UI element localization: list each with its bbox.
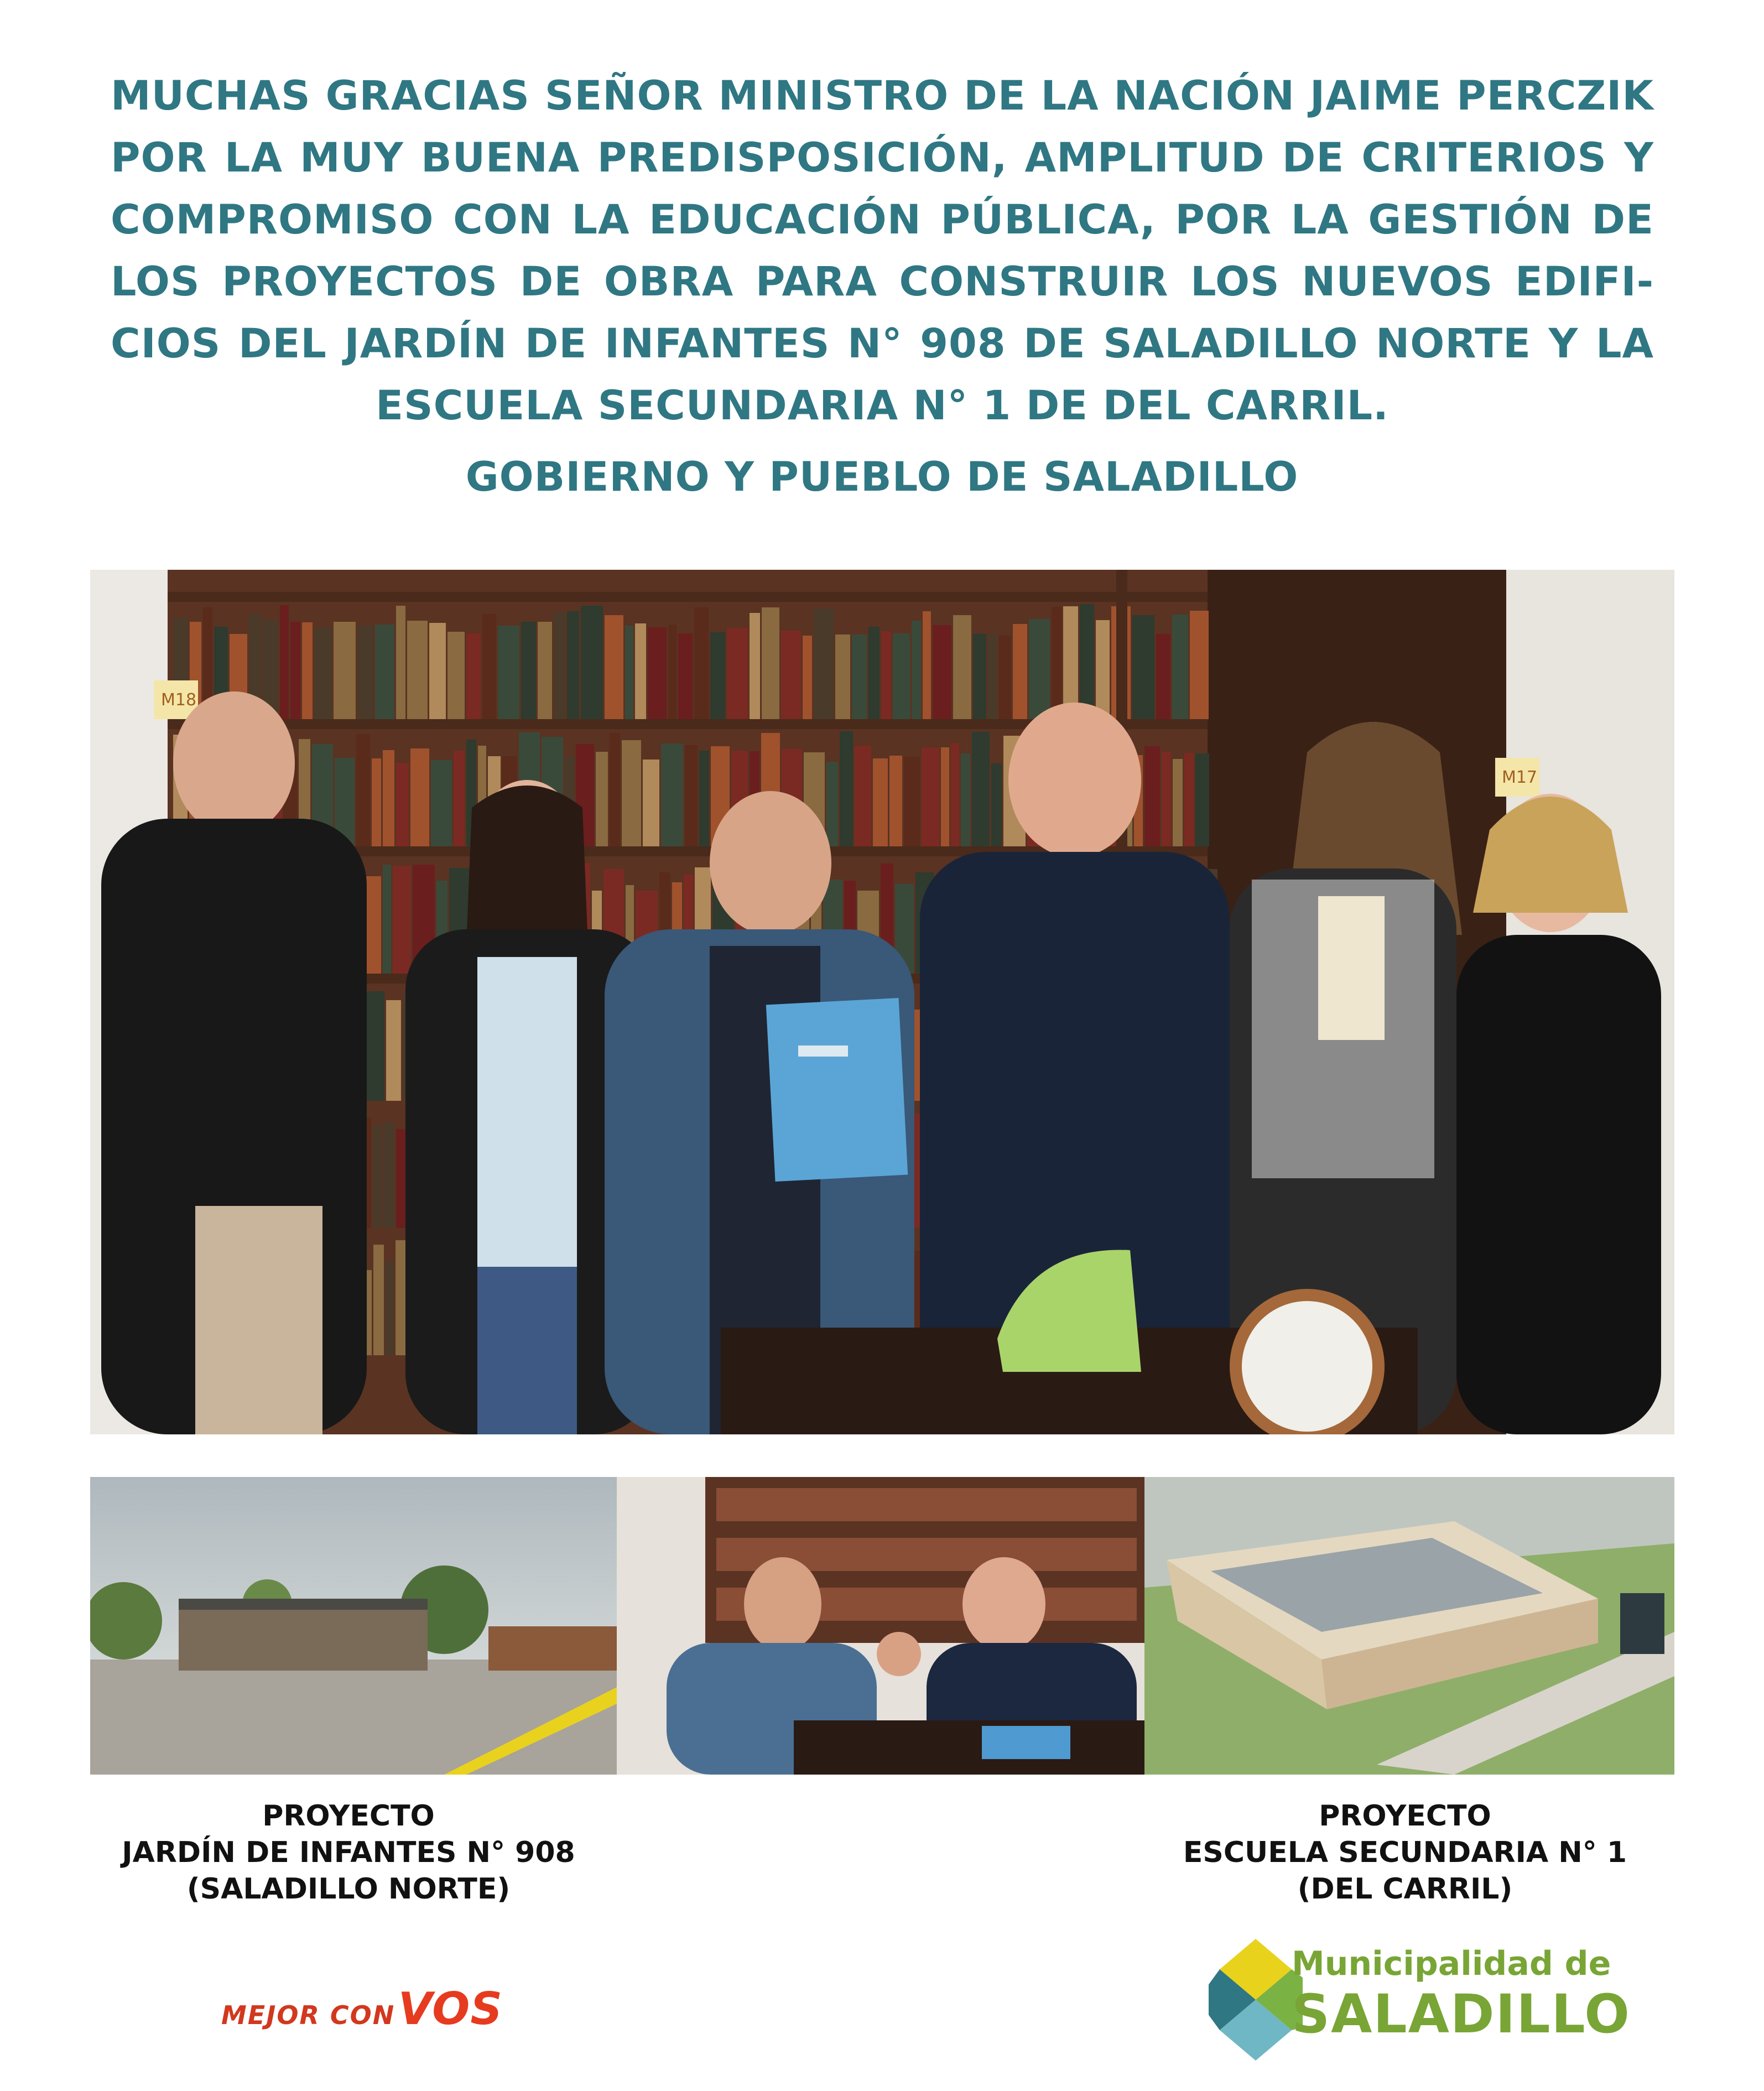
book-spine (814, 608, 834, 719)
book-spine (1184, 753, 1194, 846)
book-spine (302, 622, 313, 719)
book-spine (410, 748, 429, 846)
book-spine (694, 607, 709, 719)
book-spine (635, 623, 646, 719)
book-spine (372, 758, 381, 846)
book-spine (727, 628, 748, 719)
book-spine (396, 606, 405, 719)
book-spine (357, 626, 373, 719)
caption-line: ESCUELA SECUNDARIA N° 1 (1183, 1836, 1627, 1869)
book-spine (951, 743, 959, 846)
book-spine (373, 1245, 384, 1355)
caption-line: (DEL CARRIL) (1297, 1872, 1513, 1906)
book-spine (855, 746, 871, 846)
book-spine (396, 763, 409, 846)
book-spine (386, 1000, 401, 1101)
book-spine (941, 747, 949, 846)
book-spine (933, 625, 951, 719)
book-spine (999, 636, 1011, 719)
headline-line: MUCHAS GRACIAS SEÑOR MINISTRO DE LA NACIÓN JAIME PERCZIK (111, 72, 1654, 119)
book-spine (314, 627, 332, 719)
book-spine (1162, 752, 1171, 846)
book-spine (383, 750, 394, 846)
municipality-logo (1209, 1939, 1631, 2066)
book-spine (280, 605, 289, 719)
book-spine (922, 747, 939, 846)
book-spine (750, 613, 760, 719)
secondary-school-render-photo (1144, 1477, 1674, 1775)
book-spine (334, 622, 356, 719)
book-spine (893, 633, 910, 719)
book-spine (699, 751, 709, 846)
book-spine (365, 991, 384, 1101)
book-spine (1096, 620, 1110, 719)
book-spine (972, 732, 990, 846)
book-spine (567, 611, 579, 719)
shelf-label: M18 (161, 690, 197, 710)
signature: GOBIERNO Y PUEBLO DE SALADILLO (465, 454, 1299, 501)
book-spine (383, 865, 391, 974)
book-spine (923, 611, 931, 719)
main-photo (90, 570, 1674, 1434)
book-spine (1144, 746, 1160, 846)
book-spine (366, 876, 381, 974)
handshake-photo (617, 1477, 1144, 1775)
book-spine (581, 606, 603, 719)
book-spine (386, 1261, 394, 1355)
book-spine (1080, 604, 1094, 719)
caption-secondary-school (1128, 1798, 1682, 1907)
book-spine (991, 763, 1002, 846)
book-spine (852, 634, 867, 719)
book-spine (1029, 619, 1050, 719)
caption-line: JARDÍN DE INFANTES N° 908 (122, 1836, 575, 1869)
book-spine (466, 633, 481, 719)
book-spine (988, 634, 997, 719)
shelf-label: M17 (1502, 768, 1538, 787)
headline-line: COMPROMISO CON LA EDUCACIÓN PÚBLICA, POR LA GESTIÓN DE (111, 196, 1654, 243)
slogan-part: VOS (398, 1983, 503, 2035)
slogan-logo (221, 1983, 503, 2033)
book-spine (1190, 611, 1209, 719)
book-spine (1052, 607, 1061, 719)
book-spine (538, 622, 552, 719)
book-spine (431, 760, 452, 846)
caption-line: PROYECTO (1319, 1799, 1491, 1833)
book-spine (668, 625, 677, 719)
book-spine (881, 631, 891, 719)
kindergarten-render-photo (90, 1477, 617, 1775)
book-spine (648, 627, 667, 719)
book-spine (1173, 759, 1183, 846)
book-spine (868, 627, 880, 719)
book-spine (454, 751, 465, 846)
headline (111, 65, 1654, 437)
book-spine (762, 607, 779, 719)
book-spine (973, 634, 986, 719)
book-spine (407, 621, 428, 719)
logo-line: SALADILLO (1292, 1983, 1631, 2045)
book-spine (429, 623, 446, 719)
book-spine (605, 615, 623, 719)
book-spine (873, 758, 888, 846)
book-spine (625, 626, 633, 719)
book-spine (498, 626, 519, 719)
caption-line: PROYECTO (262, 1799, 435, 1833)
book-spine (447, 632, 465, 719)
book-spine (912, 621, 921, 719)
book-spine (661, 743, 683, 846)
book-spine (521, 622, 536, 719)
book-spine (889, 756, 902, 846)
book-spine (710, 632, 725, 719)
book-spine (290, 622, 300, 719)
caption-line: (SALADILLO NORTE) (186, 1872, 511, 1906)
book-spine (482, 614, 496, 719)
municipality-mark-icon (1209, 1939, 1303, 2066)
book-spine (840, 731, 853, 846)
book-spine (826, 762, 838, 846)
book-spine (1195, 753, 1209, 846)
book-spine (373, 1125, 381, 1228)
slogan-part: MEJOR CON (221, 2000, 396, 2030)
book-spine (596, 752, 608, 846)
book-spine (904, 757, 920, 846)
book-spine (554, 612, 565, 719)
book-spine (383, 1122, 394, 1228)
book-spine (803, 636, 812, 719)
book-spine (610, 733, 620, 846)
headline-line: LOS PROYECTOS DE OBRA PARA CONSTRUIR LOS NUEVOS EDIFI- (111, 258, 1654, 305)
book-spine (781, 631, 801, 719)
book-spine (356, 734, 370, 846)
book-spine (953, 615, 971, 719)
headline-line: CIOS DEL JARDÍN DE INFANTES N° 908 DE SALADILLO NORTE Y LA (111, 320, 1654, 367)
book-spine (1132, 615, 1154, 719)
headline-line: ESCUELA SECUNDARIA N° 1 DE DEL CARRIL. (376, 382, 1389, 429)
book-spine (1172, 615, 1188, 719)
book-spine (678, 633, 693, 719)
caption-kindergarten (72, 1798, 625, 1907)
book-spine (1013, 624, 1027, 719)
book-spine (1063, 606, 1078, 719)
book-spine (685, 745, 698, 846)
book-spine (1156, 634, 1170, 719)
book-spine (643, 760, 659, 846)
book-spine (375, 625, 394, 719)
book-spine (961, 753, 970, 846)
book-spine (622, 740, 641, 846)
logo-line: Municipalidad de (1292, 1944, 1611, 1983)
book-spine (393, 866, 411, 974)
book-spine (835, 634, 850, 719)
headline-line: POR LA MUY BUENA PREDISPOSICIÓN, AMPLITUD DE CRITERIOS Y (111, 134, 1654, 181)
